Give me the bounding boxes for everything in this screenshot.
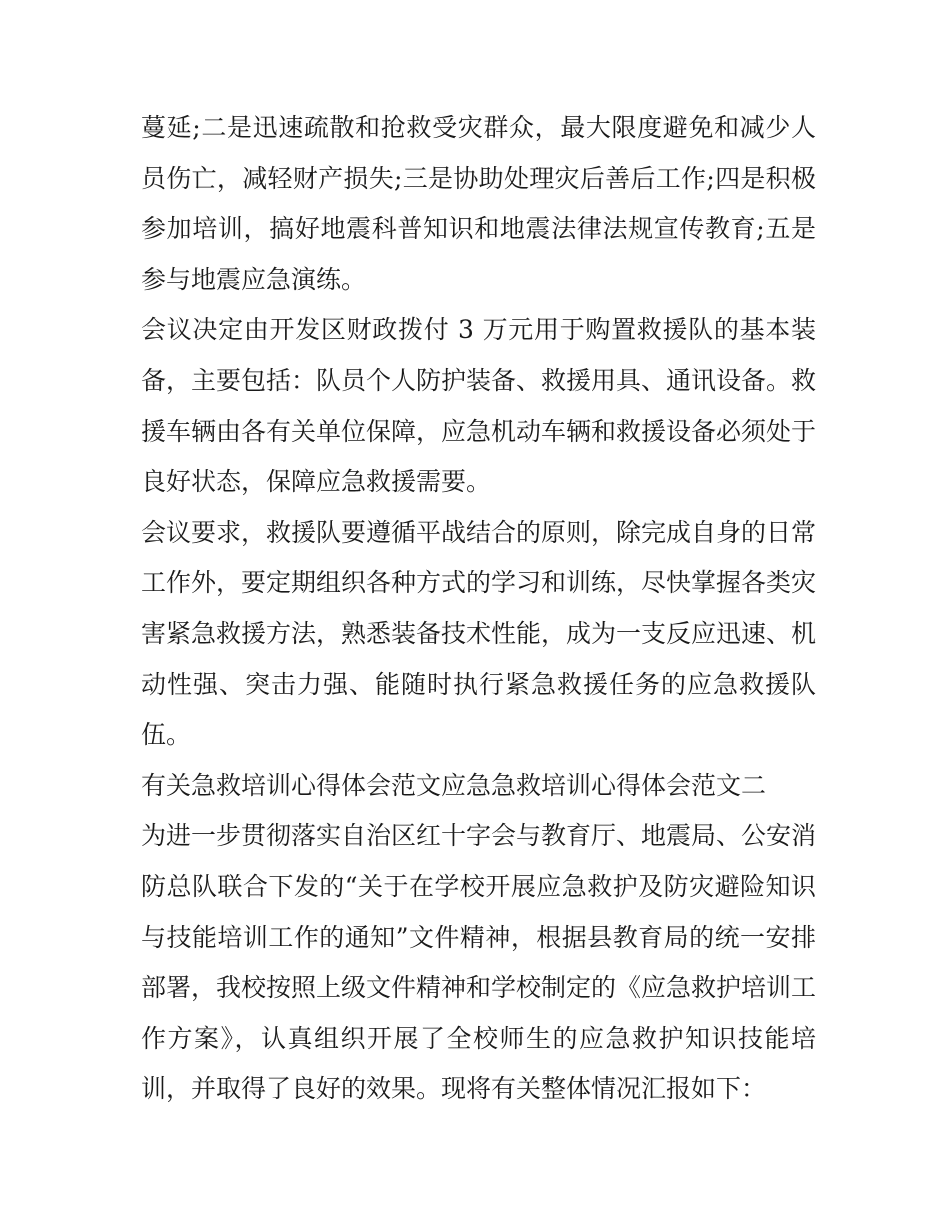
document-body — [141, 103, 816, 1115]
text-line: 会议决定由开发区财政拨付 3 万元用于购置救援队的基本装 — [141, 315, 816, 345]
text-line: 害紧急救援方法，熟悉装备技术性能，成为一支反应迅速、机 — [141, 618, 816, 648]
text-line: 援车辆由各有关单位保障，应急机动车辆和救援设备必须处于 — [141, 416, 816, 446]
text-line: 有关急救培训心得体会范文应急急救培训心得体会范文二 — [141, 770, 767, 800]
text-line: 部署，我校按照上级文件精神和学校制定的《应急救护培训工 — [141, 973, 816, 1003]
text-line: 动性强、突击力强、能随时执行紧急救援任务的应急救援队 — [141, 669, 816, 699]
text-line: 良好状态，保障应急救援需要。 — [141, 467, 492, 497]
text-line: 与技能培训工作的通知”文件精神，根据县教育局的统一安排 — [141, 922, 816, 952]
text-line: 参加培训，搞好地震科普知识和地震法律法规宣传教育;五是 — [141, 214, 816, 244]
text-line: 为进一步贯彻落实自治区红十字会与教育厅、地震局、公安消 — [141, 821, 816, 851]
text-line: 员伤亡，减轻财产损失;三是协助处理灾后善后工作;四是积极 — [141, 163, 816, 193]
text-line: 蔓延;二是迅速疏散和抢救受灾群众，最大限度避免和减少人 — [141, 113, 816, 142]
text-line: 伍。 — [141, 720, 192, 750]
text-line: 参与地震应急演练。 — [141, 264, 367, 294]
text-line: 备，主要包括：队员个人防护装备、救援用具、通讯设备。救 — [141, 365, 816, 395]
text-line: 工作外，要定期组织各种方式的学习和训练，尽快掌握各类灾 — [141, 568, 816, 598]
text-line: 训，并取得了良好的效果。现将有关整体情况汇报如下： — [141, 1074, 767, 1104]
text-line: 会议要求，救援队要遵循平战结合的原则，除完成自身的日常 — [141, 517, 816, 547]
text-line: 作方案》，认真组织开展了全校师生的应急救护知识技能培 — [141, 1023, 816, 1053]
text-line: 防总队联合下发的“关于在学校开展应急救护及防灾避险知识 — [141, 871, 816, 901]
